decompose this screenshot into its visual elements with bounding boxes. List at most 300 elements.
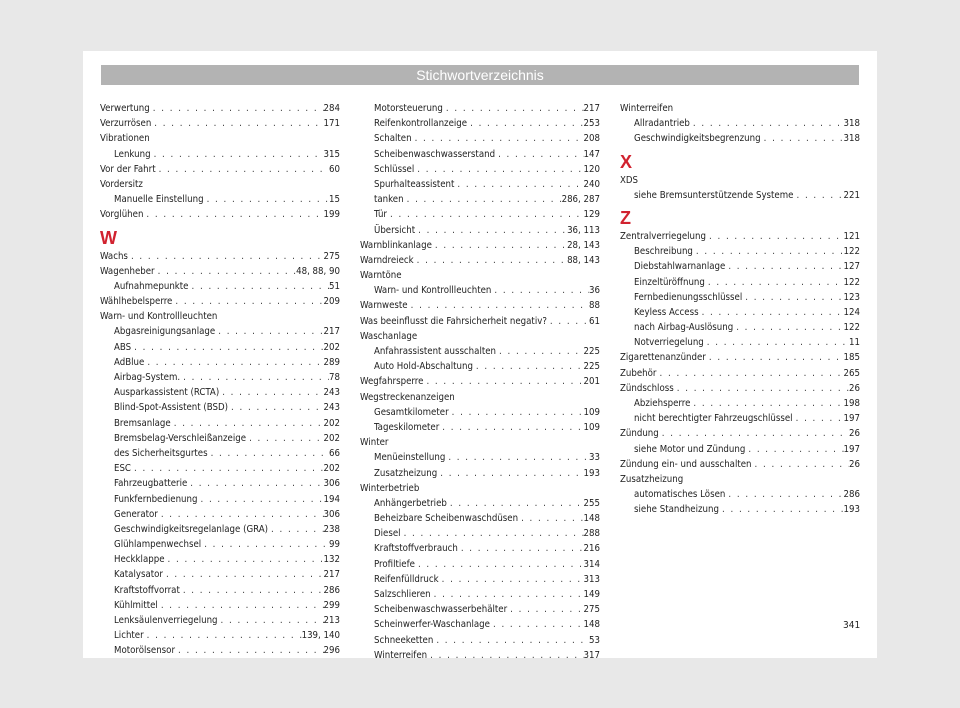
entry-term: Scheibenwaschwasserstand [374, 148, 496, 160]
index-subentry [360, 541, 600, 556]
entry-term: Vibrationen [100, 133, 150, 145]
entry-page-ref: 78 [329, 372, 340, 383]
index-entry [620, 457, 860, 472]
entry-term: Blind-Spot-Assistent (BSD) [114, 402, 229, 414]
entry-term: Was beeinflusst die Fahrsicherheit negativ? [360, 315, 547, 327]
index-subentry [360, 511, 600, 526]
entry-term: Profiltiefe [374, 558, 415, 570]
index-subentry [100, 583, 340, 598]
dot-leader [150, 101, 324, 116]
entry-term: automatisches Lösen [634, 489, 726, 501]
dot-leader [437, 466, 583, 481]
index-column-3 [620, 101, 860, 518]
index-entry [620, 350, 860, 365]
index-subentry [360, 283, 600, 298]
entry-page-ref: 88 [589, 300, 600, 312]
dot-leader [467, 116, 583, 131]
index-subentry [360, 177, 600, 192]
index-subentry [100, 192, 340, 207]
dot-leader [473, 359, 584, 374]
dot-leader [439, 572, 584, 587]
entry-term: Diesel [374, 528, 401, 540]
entry-page-ref: 26 [849, 458, 860, 470]
entry-term: Winterreifen [620, 103, 674, 114]
index-entry [100, 207, 340, 222]
index-subentry [360, 162, 600, 177]
dot-leader [180, 370, 329, 385]
entry-term: Lenkung [114, 148, 151, 160]
index-entry [100, 294, 340, 309]
entry-page-ref: 122 [843, 276, 860, 288]
index-entry [620, 366, 860, 381]
index-subentry [360, 587, 600, 602]
entry-page-ref: 201 [583, 376, 600, 388]
entry-term: Lenksäulenverriegelung [114, 615, 218, 626]
index-subentry [620, 487, 860, 502]
dot-leader [246, 431, 323, 446]
entry-page-ref: 314 [583, 558, 600, 570]
entry-term: Notverriegelung [634, 337, 704, 349]
dot-leader [733, 320, 843, 335]
dot-leader [415, 557, 584, 572]
index-subentry [100, 147, 340, 162]
entry-term: Vor der Fahrt [100, 163, 156, 175]
entry-page-ref: 124 [843, 306, 860, 318]
dot-leader [175, 643, 324, 658]
index-subentry [100, 628, 340, 643]
entry-page-ref: 225 [583, 361, 600, 373]
dot-leader [143, 207, 323, 222]
index-subentry [100, 370, 340, 385]
index-entry [360, 253, 600, 268]
entry-term: XDS [620, 174, 639, 186]
entry-term: Kühlmittel [114, 599, 158, 611]
dot-leader [228, 400, 324, 415]
dot-leader [495, 147, 583, 162]
entry-term: Abziehsperre [634, 398, 691, 409]
entry-page-ref: 317 [583, 649, 600, 661]
dot-leader [439, 420, 583, 435]
index-subentry [360, 617, 600, 632]
entry-term: Kraftstoffverbrauch [374, 543, 458, 555]
index-subentry [100, 507, 340, 522]
dot-leader [690, 116, 844, 131]
entry-page-ref: 99 [329, 539, 340, 551]
index-subentry [360, 116, 600, 131]
dot-leader [188, 279, 329, 294]
entry-page-ref: 61 [589, 315, 600, 327]
dot-leader [742, 290, 843, 305]
entry-term: Übersicht [374, 224, 416, 236]
index-entry [620, 101, 860, 116]
entry-term: Gesamtkilometer [374, 406, 449, 418]
index-entry [100, 177, 340, 192]
dot-leader [454, 177, 583, 192]
entry-page-ref: 199 [323, 209, 340, 221]
index-subentry [360, 359, 600, 374]
dot-leader [219, 385, 323, 400]
entry-term: Salzschlieren [374, 589, 431, 600]
entry-page-ref: 217 [583, 103, 600, 114]
entry-page-ref: 225 [583, 346, 600, 357]
index-subentry [360, 147, 600, 162]
index-subentry [620, 442, 860, 457]
index-entry [100, 264, 340, 279]
entry-page-ref: 129 [583, 209, 600, 221]
entry-page-ref: 109 [583, 406, 600, 418]
index-entry [620, 381, 860, 396]
entry-term: Abgasreinigungsanlage [114, 326, 216, 338]
entry-page-ref: 123 [843, 291, 860, 303]
dot-leader [187, 476, 323, 491]
dot-leader [443, 101, 584, 116]
index-subentry [100, 492, 340, 507]
index-subentry [620, 244, 860, 259]
entry-page-ref: 26 [849, 382, 860, 394]
entry-page-ref: 121 [843, 230, 860, 242]
index-entry [620, 229, 860, 244]
dot-leader [706, 350, 844, 365]
dot-leader [151, 116, 323, 131]
entry-term: Waschanlage [360, 330, 418, 342]
entry-page-ref: 122 [843, 246, 860, 258]
entry-page-ref: 202 [323, 463, 340, 475]
dot-leader [158, 507, 324, 522]
entry-page-ref: 289 [323, 356, 340, 368]
index-subentry [100, 476, 340, 491]
entry-term: Bremsbelag-Verschleißanzeige [114, 432, 247, 444]
index-subentry [360, 602, 600, 617]
entry-term: Fernbedienungsschlüssel [634, 291, 743, 303]
index-subentry [100, 567, 340, 582]
index-entry [360, 435, 600, 450]
index-entry [620, 472, 860, 487]
entry-page-ref: 255 [583, 497, 600, 509]
entry-term: Scheinwerfer-Waschanlage [374, 619, 490, 631]
entry-term: Menüeinstellung [374, 452, 446, 464]
entry-term: Beheizbare Scheibenwaschdüsen [374, 513, 519, 525]
entry-page-ref: 275 [323, 250, 340, 262]
dot-leader [690, 396, 843, 411]
index-subentry [360, 633, 600, 648]
entry-term: Zusatzheizung [374, 467, 438, 479]
entry-page-ref: 147 [583, 148, 600, 160]
entry-term: Schlüssel [374, 163, 415, 175]
entry-page-ref: 193 [583, 467, 600, 479]
dot-leader [414, 253, 567, 268]
dot-leader [659, 426, 849, 441]
entry-page-ref: 122 [843, 322, 860, 334]
entry-term: Schneeketten [374, 634, 434, 646]
dot-leader [706, 229, 844, 244]
entry-term: Schalten [374, 133, 412, 145]
index-subentry [100, 324, 340, 339]
entry-page-ref: 197 [843, 413, 860, 425]
dot-leader [427, 648, 583, 663]
dot-leader [656, 366, 843, 381]
entry-page-ref: 253 [583, 118, 600, 130]
dot-leader [215, 324, 323, 339]
entry-page-ref: 306 [323, 508, 340, 520]
dot-leader [547, 314, 589, 329]
entry-term: Keyless Access [634, 306, 699, 318]
index-subentry [360, 344, 600, 359]
entry-term: Bremsanlage [114, 417, 171, 429]
index-subentry [100, 340, 340, 355]
entry-term: Auto Hold-Abschaltung [374, 361, 473, 373]
dot-leader [674, 381, 849, 396]
dot-leader [144, 628, 302, 643]
entry-term: Zündung [620, 428, 659, 440]
entry-page-ref: 109 [583, 421, 600, 433]
index-subentry [100, 416, 340, 431]
entry-term: Reifenkontrollanzeige [374, 118, 468, 130]
dot-leader [725, 259, 843, 274]
entry-page-ref: 286, 287 [561, 194, 600, 206]
entry-term: Airbag-System. [114, 372, 181, 383]
index-entry [360, 298, 600, 313]
entry-term: Wagenheber [100, 265, 155, 277]
dot-leader [180, 583, 324, 598]
dot-leader [201, 537, 329, 552]
dot-leader [432, 238, 567, 253]
index-entry [100, 249, 340, 264]
entry-page-ref: 148 [583, 513, 600, 525]
entry-page-ref: 53 [589, 634, 600, 646]
entry-page-ref: 36, 113 [567, 224, 600, 236]
dot-leader [401, 526, 584, 541]
entry-term: Wegfahrsperre [360, 376, 424, 388]
dot-leader [447, 496, 584, 511]
dot-leader [208, 446, 329, 461]
entry-page-ref: 216 [583, 543, 600, 555]
index-subentry [100, 552, 340, 567]
entry-term: siehe Motor und Zündung [634, 443, 746, 455]
entry-term: Winterbetrieb [360, 482, 420, 494]
dot-leader [761, 131, 844, 146]
index-subentry [360, 466, 600, 481]
entry-term: Katalysator [114, 569, 163, 581]
entry-page-ref: 243 [323, 387, 340, 399]
index-entry [100, 116, 340, 131]
entry-term: Zündung ein- und ausschalten [620, 458, 752, 470]
index-subentry [100, 446, 340, 461]
entry-page-ref: 148 [583, 619, 600, 631]
index-subentry [620, 275, 860, 290]
entry-page-ref: 149 [583, 589, 600, 600]
index-subentry [100, 431, 340, 446]
entry-page-ref: 11 [849, 337, 860, 349]
entry-term: Vorglühen [100, 209, 144, 221]
dot-leader [719, 502, 844, 517]
entry-term: Aufnahmepunkte [114, 280, 189, 292]
entry-term: Winterreifen [374, 649, 428, 661]
index-entry [100, 101, 340, 116]
entry-term: Funkfernbedienung [114, 493, 198, 505]
index-subentry [620, 259, 860, 274]
index-entry [360, 374, 600, 389]
dot-leader [151, 147, 324, 162]
entry-page-ref: 208 [583, 133, 600, 145]
dot-leader [404, 192, 562, 207]
index-subentry [100, 461, 340, 476]
index-subentry [100, 400, 340, 415]
index-subentry [360, 207, 600, 222]
index-subentry [360, 572, 600, 587]
index-subentry [620, 320, 860, 335]
dot-leader [699, 305, 844, 320]
entry-term: Glühlampenwechsel [114, 539, 202, 551]
entry-page-ref: 36 [589, 285, 600, 297]
entry-term: Motorölsensor [114, 645, 176, 657]
entry-term: Ausparkassistent (RCTA) [114, 387, 220, 399]
entry-term: nach Airbag-Auslösung [634, 322, 734, 334]
entry-term: siehe Bremsunterstützende Systeme [634, 189, 794, 201]
dot-leader [415, 223, 567, 238]
index-entry [100, 131, 340, 146]
entry-term: Verzurrösen [100, 118, 152, 130]
dot-leader [705, 275, 844, 290]
entry-term: Anhängerbetrieb [374, 497, 447, 509]
section-letter: Z [620, 207, 631, 228]
page-number: 341 [843, 620, 861, 631]
dot-leader [172, 294, 323, 309]
entry-term: ABS [114, 341, 132, 353]
entry-term: Zündschloss [620, 382, 674, 394]
dot-leader [423, 374, 583, 389]
entry-page-ref: 284 [323, 103, 340, 114]
entry-term: Warnblinkanlage [360, 239, 432, 251]
dot-leader [793, 411, 844, 426]
entry-page-ref: 202 [323, 432, 340, 444]
entry-term: Heckklappe [114, 554, 165, 566]
entry-term: Wählhebelsperre [100, 296, 173, 308]
entry-page-ref: 288 [583, 528, 600, 540]
index-subentry [100, 613, 340, 628]
index-entry [360, 238, 600, 253]
entry-term: Geschwindigkeitsbegrenzung [634, 133, 761, 145]
index-subentry [620, 335, 860, 350]
entry-page-ref: 265 [843, 367, 860, 379]
index-entry [360, 390, 600, 405]
section-letter: X [620, 151, 633, 172]
entry-term: Kraftstoffvorrat [114, 584, 180, 596]
entry-term: Warnweste [360, 300, 408, 312]
index-entry [360, 329, 600, 344]
entry-term: Verwertung [100, 103, 150, 114]
entry-page-ref: 185 [843, 352, 860, 364]
dot-leader [491, 283, 589, 298]
entry-term: Tür [374, 209, 387, 221]
entry-term: Reifenfülldruck [374, 573, 439, 585]
dot-leader [793, 188, 843, 203]
entry-term: Manuelle Einstellung [114, 194, 204, 206]
entry-page-ref: 15 [329, 194, 340, 206]
dot-leader [431, 587, 584, 602]
index-subentry [360, 131, 600, 146]
dot-leader [704, 335, 849, 350]
dot-leader [131, 461, 324, 476]
dot-leader [496, 344, 584, 359]
entry-page-ref: 240 [583, 178, 600, 190]
dot-leader [218, 613, 324, 628]
index-subentry [360, 526, 600, 541]
index-subentry [100, 385, 340, 400]
index-subentry [360, 496, 600, 511]
entry-page-ref: 275 [583, 604, 600, 616]
entry-page-ref: 209 [323, 296, 340, 308]
entry-page-ref: 51 [329, 280, 340, 292]
entry-term: ESC [114, 463, 131, 475]
dot-leader [507, 602, 583, 617]
entry-term: Vordersitz [100, 178, 143, 190]
dot-leader [158, 598, 324, 613]
dot-leader [752, 457, 849, 472]
index-subentry [360, 101, 600, 116]
index-subentry [360, 420, 600, 435]
entry-page-ref: 193 [843, 504, 860, 516]
index-subentry [620, 290, 860, 305]
dot-leader [387, 207, 584, 222]
entry-page-ref: 60 [329, 163, 340, 175]
entry-page-ref: 202 [323, 417, 340, 429]
entry-term: Wegstreckenanzeigen [360, 391, 455, 403]
entry-term: Beschreibung [634, 246, 693, 258]
entry-term: Warntöne [360, 270, 402, 282]
entry-page-ref: 318 [843, 118, 860, 130]
dot-leader [197, 492, 323, 507]
index-subentry [620, 305, 860, 320]
entry-term: AdBlue [114, 356, 145, 368]
entry-term: Zigarettenanzünder [620, 352, 706, 364]
index-entry [360, 314, 600, 329]
entry-page-ref: 194 [323, 493, 340, 505]
index-subentry [100, 537, 340, 552]
dot-leader [725, 487, 843, 502]
dot-leader [412, 131, 584, 146]
dot-leader [433, 633, 589, 648]
index-entry [360, 481, 600, 496]
entry-term: Lichter [114, 630, 144, 642]
dot-leader [518, 511, 583, 526]
index-subentry [100, 598, 340, 613]
dot-leader [144, 355, 323, 370]
index-entry [100, 309, 340, 324]
entry-term: Scheibenwaschwasserbehälter [374, 604, 508, 616]
entry-page-ref: 243 [323, 402, 340, 414]
entry-term: Allradantrieb [634, 118, 690, 130]
index-subentry [100, 643, 340, 658]
entry-page-ref: 318 [843, 133, 860, 145]
index-column-2 [360, 101, 600, 663]
index-subentry [360, 450, 600, 465]
dot-leader [131, 340, 323, 355]
entry-term: Fahrzeugbatterie [114, 478, 188, 490]
index-entry [620, 426, 860, 441]
entry-term: nicht berechtigter Fahrzeugschlüssel [634, 413, 793, 425]
entry-term: Geschwindigkeitsregelanlage (GRA) [114, 523, 269, 535]
dot-leader [445, 450, 589, 465]
entry-page-ref: 66 [329, 447, 340, 459]
dot-leader [156, 162, 329, 177]
dot-leader [204, 192, 329, 207]
index-subentry [100, 522, 340, 537]
dot-leader [163, 567, 324, 582]
entry-page-ref: 315 [323, 148, 340, 160]
entry-term: Einzeltüröffnung [634, 276, 705, 288]
dot-leader [693, 244, 844, 259]
entry-term: Zusatzheizung [620, 473, 684, 485]
